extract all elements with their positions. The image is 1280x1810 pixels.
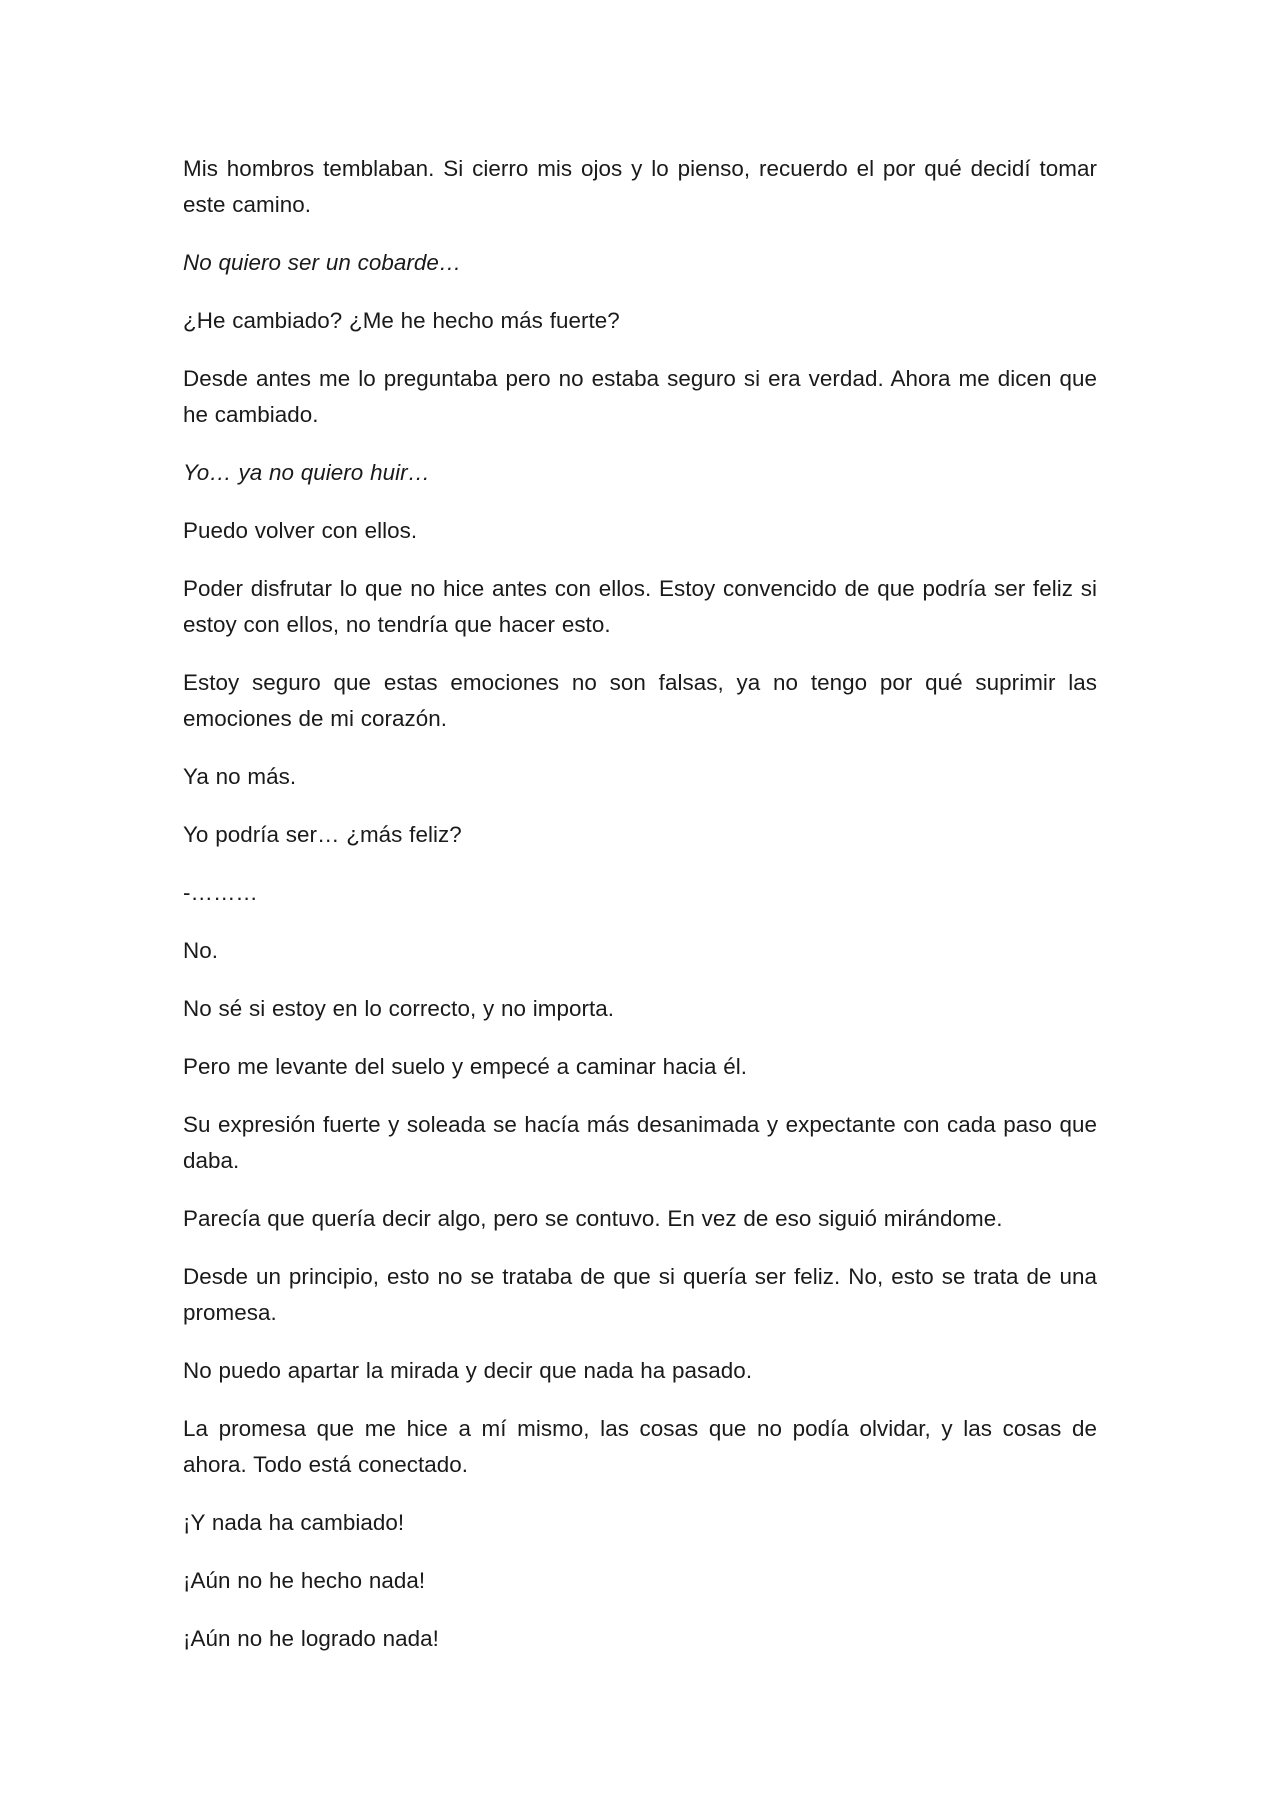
paragraph: Parecía que quería decir algo, pero se contuvo. En vez de eso siguió mirándome. (183, 1206, 1003, 1231)
paragraph: Puedo volver con ellos. (183, 518, 418, 543)
paragraph: Desde un principio, esto no se trataba de que si quería ser feliz. No, esto se trata de una promesa. (183, 1264, 1097, 1325)
paragraph: No puedo apartar la mirada y decir que nada ha pasado. (183, 1358, 753, 1383)
document-body (183, 151, 1097, 1679)
paragraph: Pero me levante del suelo y empecé a caminar hacia él. (183, 1054, 748, 1079)
paragraph: No sé si estoy en lo correcto, y no importa. (183, 996, 615, 1021)
paragraph: Yo podría ser… ¿más feliz? (183, 822, 462, 847)
paragraph: ¿He cambiado? ¿Me he hecho más fuerte? (183, 308, 620, 333)
paragraph: ¡Aún no he hecho nada! (183, 1568, 426, 1593)
paragraph: Yo… ya no quiero huir… (183, 460, 431, 485)
paragraph: Ya no más. (183, 764, 297, 789)
paragraph: No quiero ser un cobarde… (183, 250, 462, 275)
paragraph: La promesa que me hice a mí mismo, las cosas que no podía olvidar, y las cosas de ahora. Todo está conectado. (183, 1416, 1097, 1477)
paragraph: No. (183, 938, 218, 963)
paragraph: ¡Aún no he logrado nada! (183, 1626, 439, 1651)
paragraph: Desde antes me lo preguntaba pero no estaba seguro si era verdad. Ahora me dicen que he cambiado. (183, 366, 1097, 427)
paragraph: Estoy seguro que estas emociones no son falsas, ya no tengo por qué suprimir las emociones de mi corazón. (183, 670, 1097, 731)
paragraph: Mis hombros temblaban. Si cierro mis ojos y lo pienso, recuerdo el por qué decidí tomar este camino. (183, 156, 1097, 217)
paragraph: Poder disfrutar lo que no hice antes con ellos. Estoy convencido de que podría ser feliz si estoy con ellos, no tendría que hacer esto. (183, 576, 1097, 637)
paragraph: Su expresión fuerte y soleada se hacía más desanimada y expectante con cada paso que daba. (183, 1112, 1097, 1173)
paragraph: ¡Y nada ha cambiado! (183, 1510, 405, 1535)
paragraph: -……… (183, 880, 258, 905)
